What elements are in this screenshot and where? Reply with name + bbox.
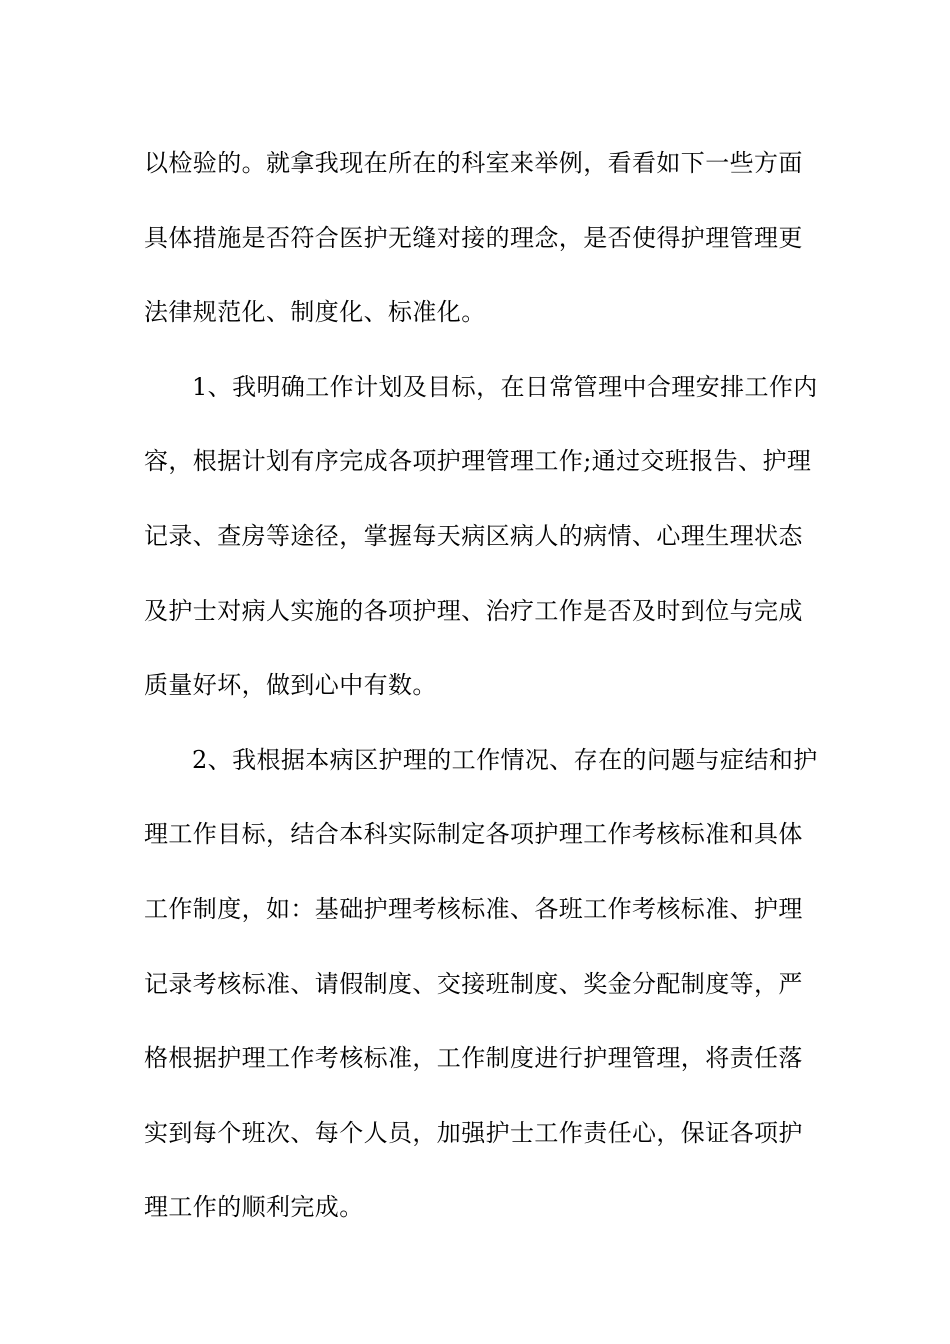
text-line: 及护士对病人实施的各项护理、治疗工作是否及时到位与完成 <box>144 596 803 625</box>
text-line: 质量好坏，做到心中有数。 <box>144 671 437 700</box>
paragraph-1-first-line: 1、我明确工作计划及目标，在日常管理中合理安排工作内 <box>192 372 818 401</box>
text-line: 理工作目标，结合本科实际制定各项护理工作考核标准和具体 <box>144 820 803 849</box>
paragraph-2-first-line: 2、我根据本病区护理的工作情况、存在的问题与症结和护 <box>192 745 818 774</box>
text-line: 格根据护理工作考核标准，工作制度进行护理管理，将责任落 <box>144 1044 803 1073</box>
document-body <box>144 126 818 1245</box>
text-line: 以检验的。就拿我现在所在的科室来举例，看看如下一些方面 <box>144 149 803 177</box>
text-line: 记录考核标准、请假制度、交接班制度、奖金分配制度等，严 <box>144 969 803 998</box>
text-line: 工作制度，如：基础护理考核标准、各班工作考核标准、护理 <box>144 894 803 923</box>
text-line: 实到每个班次、每个人员，加强护士工作责任心，保证各项护 <box>144 1118 803 1147</box>
text-line: 法律规范化、制度化、标准化。 <box>144 298 486 327</box>
text-line: 容，根据计划有序完成各项护理管理工作;通过交班报告、护理 <box>144 447 812 476</box>
text-line: 具体措施是否符合医护无缝对接的理念，是否使得护理管理更 <box>144 223 803 252</box>
text-line: 理工作的顺利完成。 <box>144 1193 364 1222</box>
text-line: 记录、查房等途径，掌握每天病区病人的病情、心理生理状态 <box>144 521 803 550</box>
